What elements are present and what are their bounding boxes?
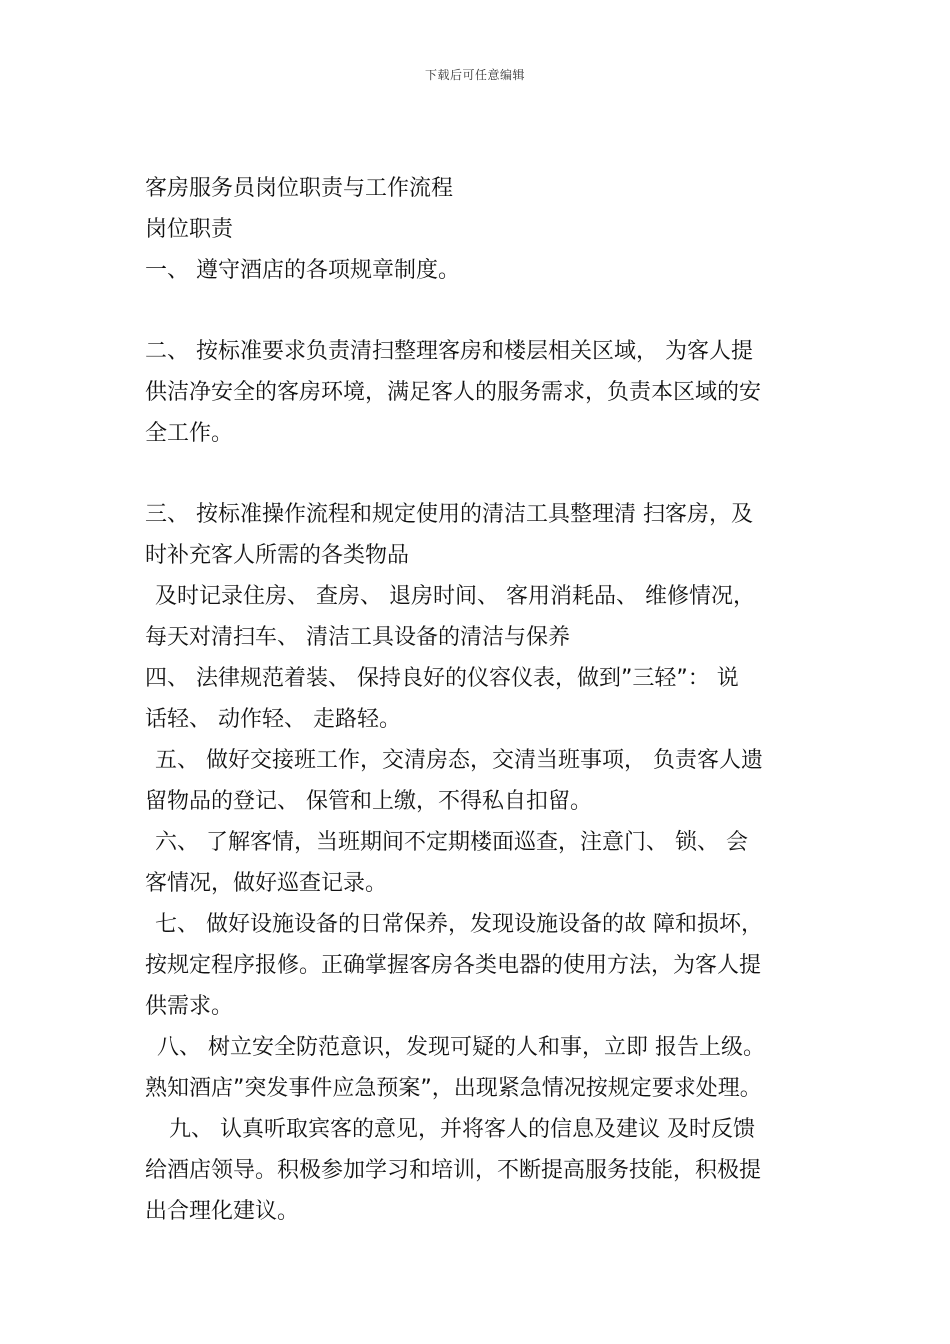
duty-3-line-1: 三、 按标准操作流程和规定使用的清洁工具整理清 扫客房，及 (145, 502, 753, 527)
duty-6-line-2: 客情况，做好巡查记录。 (145, 871, 388, 896)
duty-5-line-1: 五、 做好交接班工作，交清房态，交清当班事项， 负责客人遗 (155, 748, 763, 773)
duty-1-line-1: 一、 遵守酒店的各项规章制度。 (145, 258, 460, 283)
document-title: 客房服务员岗位职责与工作流程 (145, 176, 454, 201)
duty-5-line-2: 留物品的登记、 保管和上缴，不得私自扣留。 (145, 789, 592, 814)
duty-4-line-2: 话轻、 动作轻、 走路轻。 (145, 707, 401, 732)
duty-2-line-3: 全工作。 (145, 421, 234, 446)
duty-7-line-1: 七、 做好设施设备的日常保养，发现设施设备的故 障和损坏， (155, 912, 763, 937)
duty-3-line-4: 每天对清扫车、 清洁工具设备的清洁与保养 (145, 625, 570, 650)
duty-7-line-3: 供需求。 (145, 994, 234, 1019)
duty-9-line-3: 出合理化建议。 (145, 1199, 300, 1224)
duty-9-line-1: 九、 认真听取宾客的意见，并将客人的信息及建议 及时反馈 (169, 1117, 755, 1142)
duty-2-line-2: 供洁净安全的客房环境，满足客人的服务需求，负责本区域的安 (145, 380, 762, 405)
duty-2-line-1: 二、 按标准要求负责清扫整理客房和楼层相关区域， 为客人提 (145, 339, 753, 364)
duty-3-line-2: 时补充客人所需的各类物品 (145, 543, 410, 568)
duty-7-line-2: 按规定程序报修。正确掌握客房各类电器的使用方法，为客人提 (145, 953, 762, 978)
duty-6-line-1: 六、 了解客情，当班期间不定期楼面巡查，注意门、 锁、 会 (155, 830, 748, 855)
download-note: 下载后可任意编辑 (424, 68, 525, 82)
section-heading: 岗位职责 (145, 217, 234, 242)
duty-8-line-1: 八、 树立安全防范意识，发现可疑的人和事，立即 报告上级。 (157, 1035, 765, 1060)
duty-3-line-3: 及时记录住房、 查房、 退房时间、 客用消耗品、 维修情况， (155, 584, 755, 609)
document-body (145, 168, 810, 1232)
duty-4-line-1: 四、 法律规范着装、 保持良好的仪容仪表，做到”三轻”： 说 (145, 666, 739, 691)
duty-9-line-2: 给酒店领导。积极参加学习和培训，不断提高服务技能，积极提 (145, 1158, 762, 1183)
duty-8-line-2: 熟知酒店”突发事件应急预案”，出现紧急情况按规定要求处理。 (145, 1076, 762, 1101)
